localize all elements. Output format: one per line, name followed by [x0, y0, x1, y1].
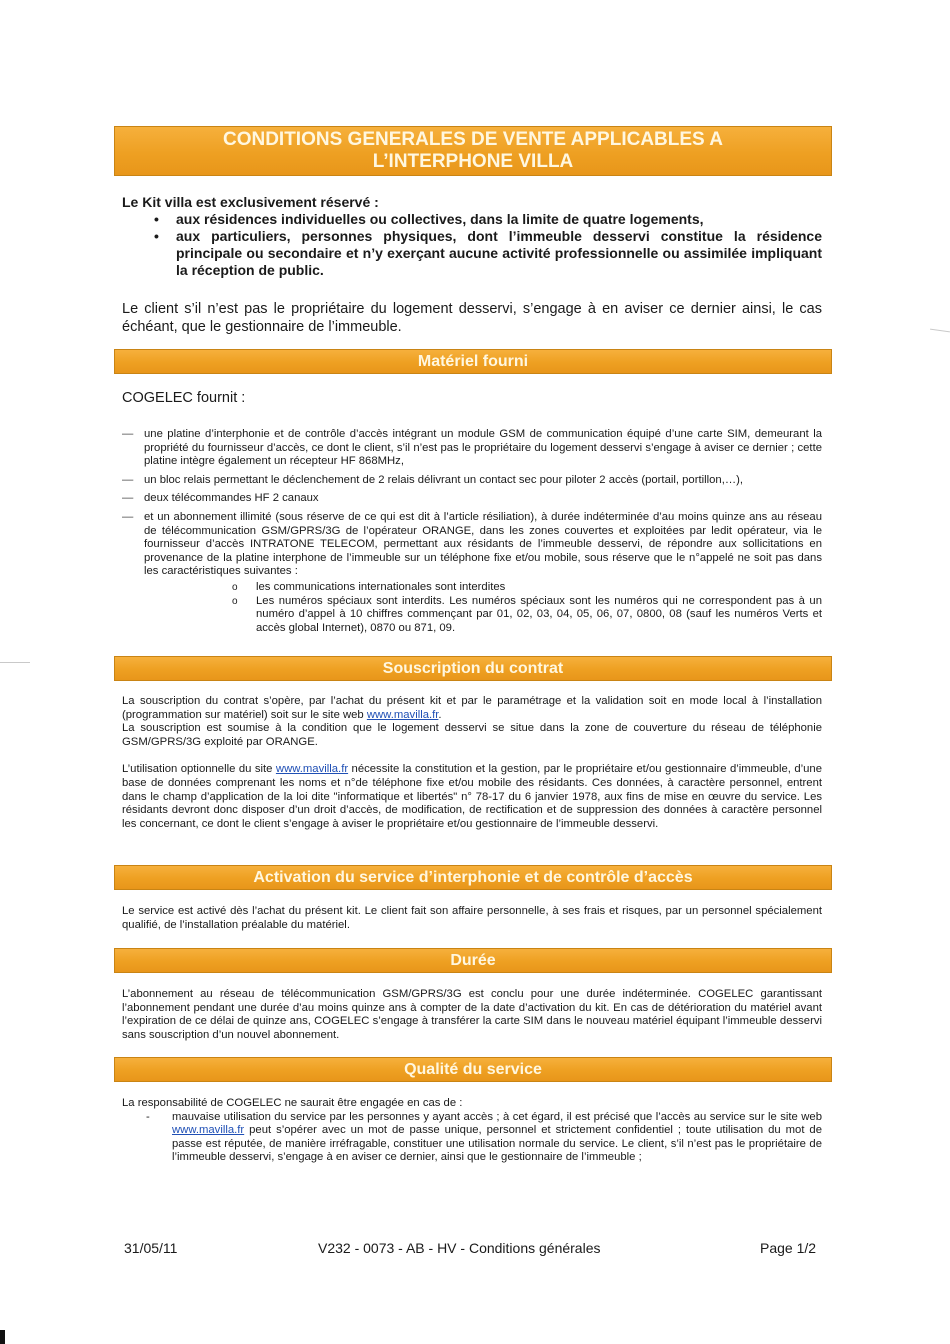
mavilla-link[interactable]: www.mavilla.fr: [366, 708, 439, 721]
souscription-paragraph-3: L’utilisation optionnelle du site www.mavilla.fr nécessite la constitution et la gestion, par le propriétaire et/ou gestionnaire d’immeuble, d’une base de données comprenant les noms et n°de téléphone fixe et/ou mobile des résidants. Ces données, à caractère personnel, entrent dans le champ d’application de la loi dite "informatique et libertés" n° 78-17 du 6 janvier 1978, aux fins de mise en œuvre du service. Les résidants devront donc disposer d’un droit d’accès, de modification, de rectification et de suppression des données à caractère personnel les concernant, ce dont le client s’engage à aviser le propriétaire et/ou gestionnaire de l’immeuble desservi.: [122, 763, 822, 830]
materiel-lead: COGELEC fournit :: [122, 390, 246, 406]
souscription-section: [122, 695, 822, 831]
souscription-paragraph-1: La souscription du contrat s’opère, par l’achat du présent kit et par le paramétrage et la validation soit en mode local à l’installation (programmation sur matériel) soit sur le site web www.mavilla.fr.: [122, 695, 822, 721]
souscription-paragraph-2: La souscription est soumise à la condition que le logement desservi se situe dans la zone de couverture du réseau de téléphonie GSM/GPRS/3G exploité par ORANGE.: [122, 722, 822, 748]
intro-bullet-list: [122, 211, 822, 279]
section-header-duree: Durée: [114, 948, 832, 973]
intro-heading: Le Kit villa est exclusivement réservé :: [122, 194, 379, 210]
materiel-list: [122, 428, 822, 635]
qualite-item: - mauvaise utilisation du service par les personnes y ayant accès ; à cet égard, il est précisé que l’accès au service sur le site web www.mavilla.fr peut s’opérer avec un mot de passe unique, personnel et strictement confidentiel ; toute utilisation du mot de passe est réputée, de manière irréfragable, constituer une utilisation normale du service. Le client, s’il n’est pas le propriétaire de l’immeuble desservi, s’engage à en aviser ce dernier, ainsi que le gestionnaire de l’immeuble ;: [146, 1111, 822, 1165]
owner-paragraph: Le client s’il n’est pas le propriétaire du logement desservi, s’engage à en aviser ce dernier ainsi, le cas échéant, que le gestionnaire de l’immeuble.: [122, 301, 822, 335]
section-header-souscription: Souscription du contrat: [114, 656, 832, 681]
section-header-materiel: Matériel fourni: [114, 349, 832, 374]
restriction-item: o Les numéros spéciaux sont interdits. Les numéros spéciaux sont les numéros qui ne correspondent pas à un numéro d’appel à 10 chiffres commençant par 01, 02, 03, 04, 05, 06, 07, 0800, 08 (sauf les numéros Verts et accès global Internet), 0870 ou 871, 09.: [232, 595, 822, 636]
restriction-item: o les communications internationales sont interdites: [232, 581, 822, 595]
scan-mark: [0, 1330, 5, 1344]
section-header-activation: Activation du service d’interphonie et de contrôle d’accès: [114, 865, 832, 890]
mavilla-link[interactable]: www.mavilla.fr: [275, 763, 349, 776]
document-title: [114, 126, 832, 176]
footer-reference: V232 - 0073 - AB - HV - Conditions générales: [318, 1240, 601, 1256]
materiel-item: — deux télécommandes HF 2 canaux: [122, 492, 822, 506]
scan-line: [930, 329, 950, 333]
intro-bullet: • aux résidences individuelles ou collectives, dans la limite de quatre logements,: [154, 211, 822, 228]
qualite-section: [122, 1097, 822, 1165]
restriction-list: [144, 581, 822, 635]
duree-paragraph: L’abonnement au réseau de télécommunication GSM/GPRS/3G est conclu pour une durée indéterminée. COGELEC garantissant l’abonnement pendant une durée d’au moins quinze ans à compter de la date d’activation du kit. En cas de détérioration du matériel avant l’expiration de ce délai de quinze ans, COGELEC s’engage à transférer la carte SIM dans le nouveau matériel équipant l’immeuble desservi sans souscription d’un nouvel abonnement.: [122, 988, 822, 1041]
title-line-2: L’INTERPHONE VILLA: [372, 151, 574, 172]
qualite-list: [122, 1111, 822, 1165]
qualite-lead: La responsabilité de COGELEC ne saurait être engagée en cas de :: [122, 1097, 463, 1109]
materiel-item: — une platine d’interphonie et de contrôle d’accès intégrant un module GSM de communication équipé d’une carte SIM, demeurant la propriété du fournisseur d’accès, ce dont le client, s’il n’est pas le propriétaire du logement desservi s’engage à aviser ce dernier ; cette platine intègre également un récepteur HF 868MHz,: [122, 428, 822, 469]
intro-bullet: • aux particuliers, personnes physiques, dont l’immeuble desservi constitue la résidence principale ou secondaire et n’y exerçant aucune activité professionnelle ou assimilée impliquant la réception de public.: [154, 228, 822, 279]
materiel-list-block: [122, 428, 822, 640]
section-header-qualite: Qualité du service: [114, 1057, 832, 1082]
activation-paragraph: Le service est activé dès l’achat du présent kit. Le client fait son affaire personnelle, à ses frais et risques, par un personnel spécialement qualifié, de l’installation préalable du matériel.: [122, 905, 822, 931]
materiel-item: — et un abonnement illimité (sous réserve de ce qui est dit à l’article résiliation), à durée indéterminée d’au moins quinze ans au réseau de télécommunication GSM/GPRS/3G de l’opérateur ORANGE, dans les zones couvertes et exploitées par ledit opérateur, via le fournisseur d’accès INTRATONE TELECOM, permettant aux résidants de l’immeuble desservi, de répondre aux sollicitations en provenance de la platine interphone de l’immeuble sur un téléphone fixe et/ou mobile, sous réserve que le n°appelé ne soit pas dans les caractéristiques suivantes : o les communications internationales sont interdites o Les numéros spéciaux sont interdits. Les numéros spéciaux sont les numéros qui ne correspondent pas à un numéro d’appel à 10 chiffres commençant par 01, 02, 03, 04, 05, 06, 07, 0800, 08 (sauf les numéros Verts et accès global Internet), 0870 ou 871, 09.: [122, 511, 822, 635]
title-line-1: CONDITIONS GENERALES DE VENTE APPLICABLES A: [222, 129, 724, 150]
intro-section: [122, 194, 822, 279]
scan-line: [0, 662, 30, 663]
footer-page-number: Page 1/2: [760, 1240, 817, 1256]
mavilla-link[interactable]: www.mavilla.fr: [172, 1124, 245, 1137]
materiel-item: — un bloc relais permettant le déclenchement de 2 relais délivrant un contact sec pour piloter 2 accès (portail, portillon,…),: [122, 474, 822, 488]
footer-date: 31/05/11: [124, 1240, 178, 1256]
